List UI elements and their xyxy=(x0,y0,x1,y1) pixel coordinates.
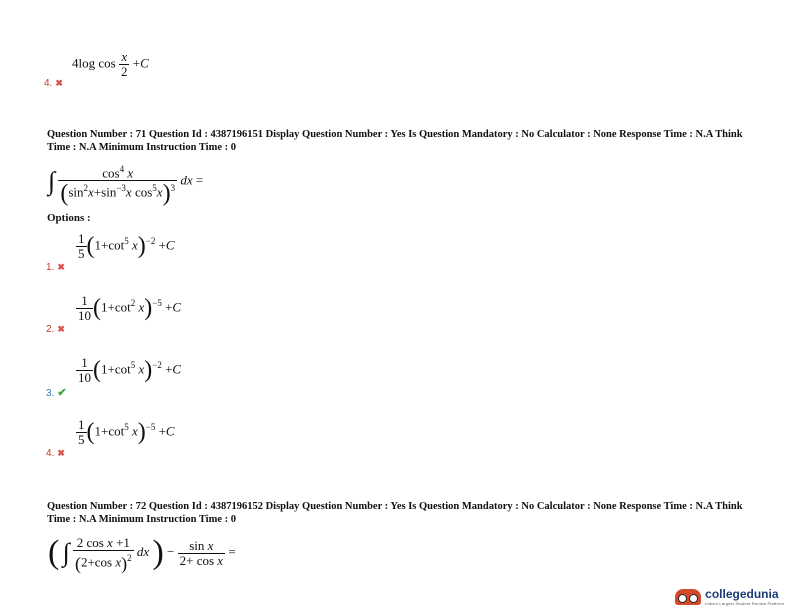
logo-tagline: India's Largest Student Review Platform xyxy=(705,601,784,606)
question-71-meta: Question Number : 71 Question Id : 4387196151 Display Question Number : Yes Is Question Mandatory : No Calculator : None Response Time : N.A Think Time : N.A Minimum Instruction Time : 0 xyxy=(47,129,743,153)
collegedunia-logo xyxy=(675,587,784,606)
option-number: 1. xyxy=(46,262,55,273)
option-number: 2. xyxy=(46,324,55,335)
wrong-cross-icon: ✖ xyxy=(57,448,65,458)
option-number: 4. xyxy=(44,78,53,89)
correct-check-icon: ✔ xyxy=(57,387,67,399)
question-71-expression: ∫ $\frac{\cos^4 x}{(\sin^2x+\sin^{-3}x \cos^5x)^3}$ dx = xyxy=(48,164,204,207)
option-1-expression: $\frac{1}{5}$ ($1+\cot^5$ x)$^{-2}$ +C xyxy=(78,231,175,261)
option-number: 4. xyxy=(46,448,55,459)
option-3[interactable] xyxy=(44,356,244,400)
prev-option-4 xyxy=(44,50,244,90)
option-2[interactable] xyxy=(44,294,244,338)
option-2-expression: $\frac{1}{10}$ ($1+\cot^2$ x)$^{-5}$ +C xyxy=(78,293,182,323)
wrong-cross-icon: ✖ xyxy=(57,262,65,272)
option-3-expression: $\frac{1}{10}$ ($1+\cot^5$ x)$^{-2}$ +C xyxy=(78,355,182,385)
option-number: 3. xyxy=(46,388,55,399)
question-72-meta: Question Number : 72 Question Id : 4387196152 Display Question Number : Yes Is Question Mandatory : No Calculator : None Response Time : N.A Think Time : N.A Minimum Instruction Time : 0 xyxy=(47,501,743,525)
question-72-expression: ( ∫ $\frac{\text{2 cos x +1}}{(2+\cos x)^2}$ dx ) − $\frac{\text{sin x}}{\text{2+ cos x}}$ = xyxy=(48,534,236,574)
owl-logo-icon xyxy=(675,589,701,605)
option-1[interactable] xyxy=(44,232,244,276)
wrong-cross-icon: ✖ xyxy=(55,78,63,88)
wrong-cross-icon: ✖ xyxy=(57,324,65,334)
option-4[interactable] xyxy=(44,418,244,462)
options-label: Options : xyxy=(47,212,91,224)
prev-option-4-expression: 4log cos $\frac{x}{2}$ +C xyxy=(72,49,149,79)
option-4-expression: $\frac{1}{5}$ ($1+\cot^5$ x)$^{-5}$ +C xyxy=(78,417,175,447)
logo-name: collegedunia xyxy=(705,587,779,601)
